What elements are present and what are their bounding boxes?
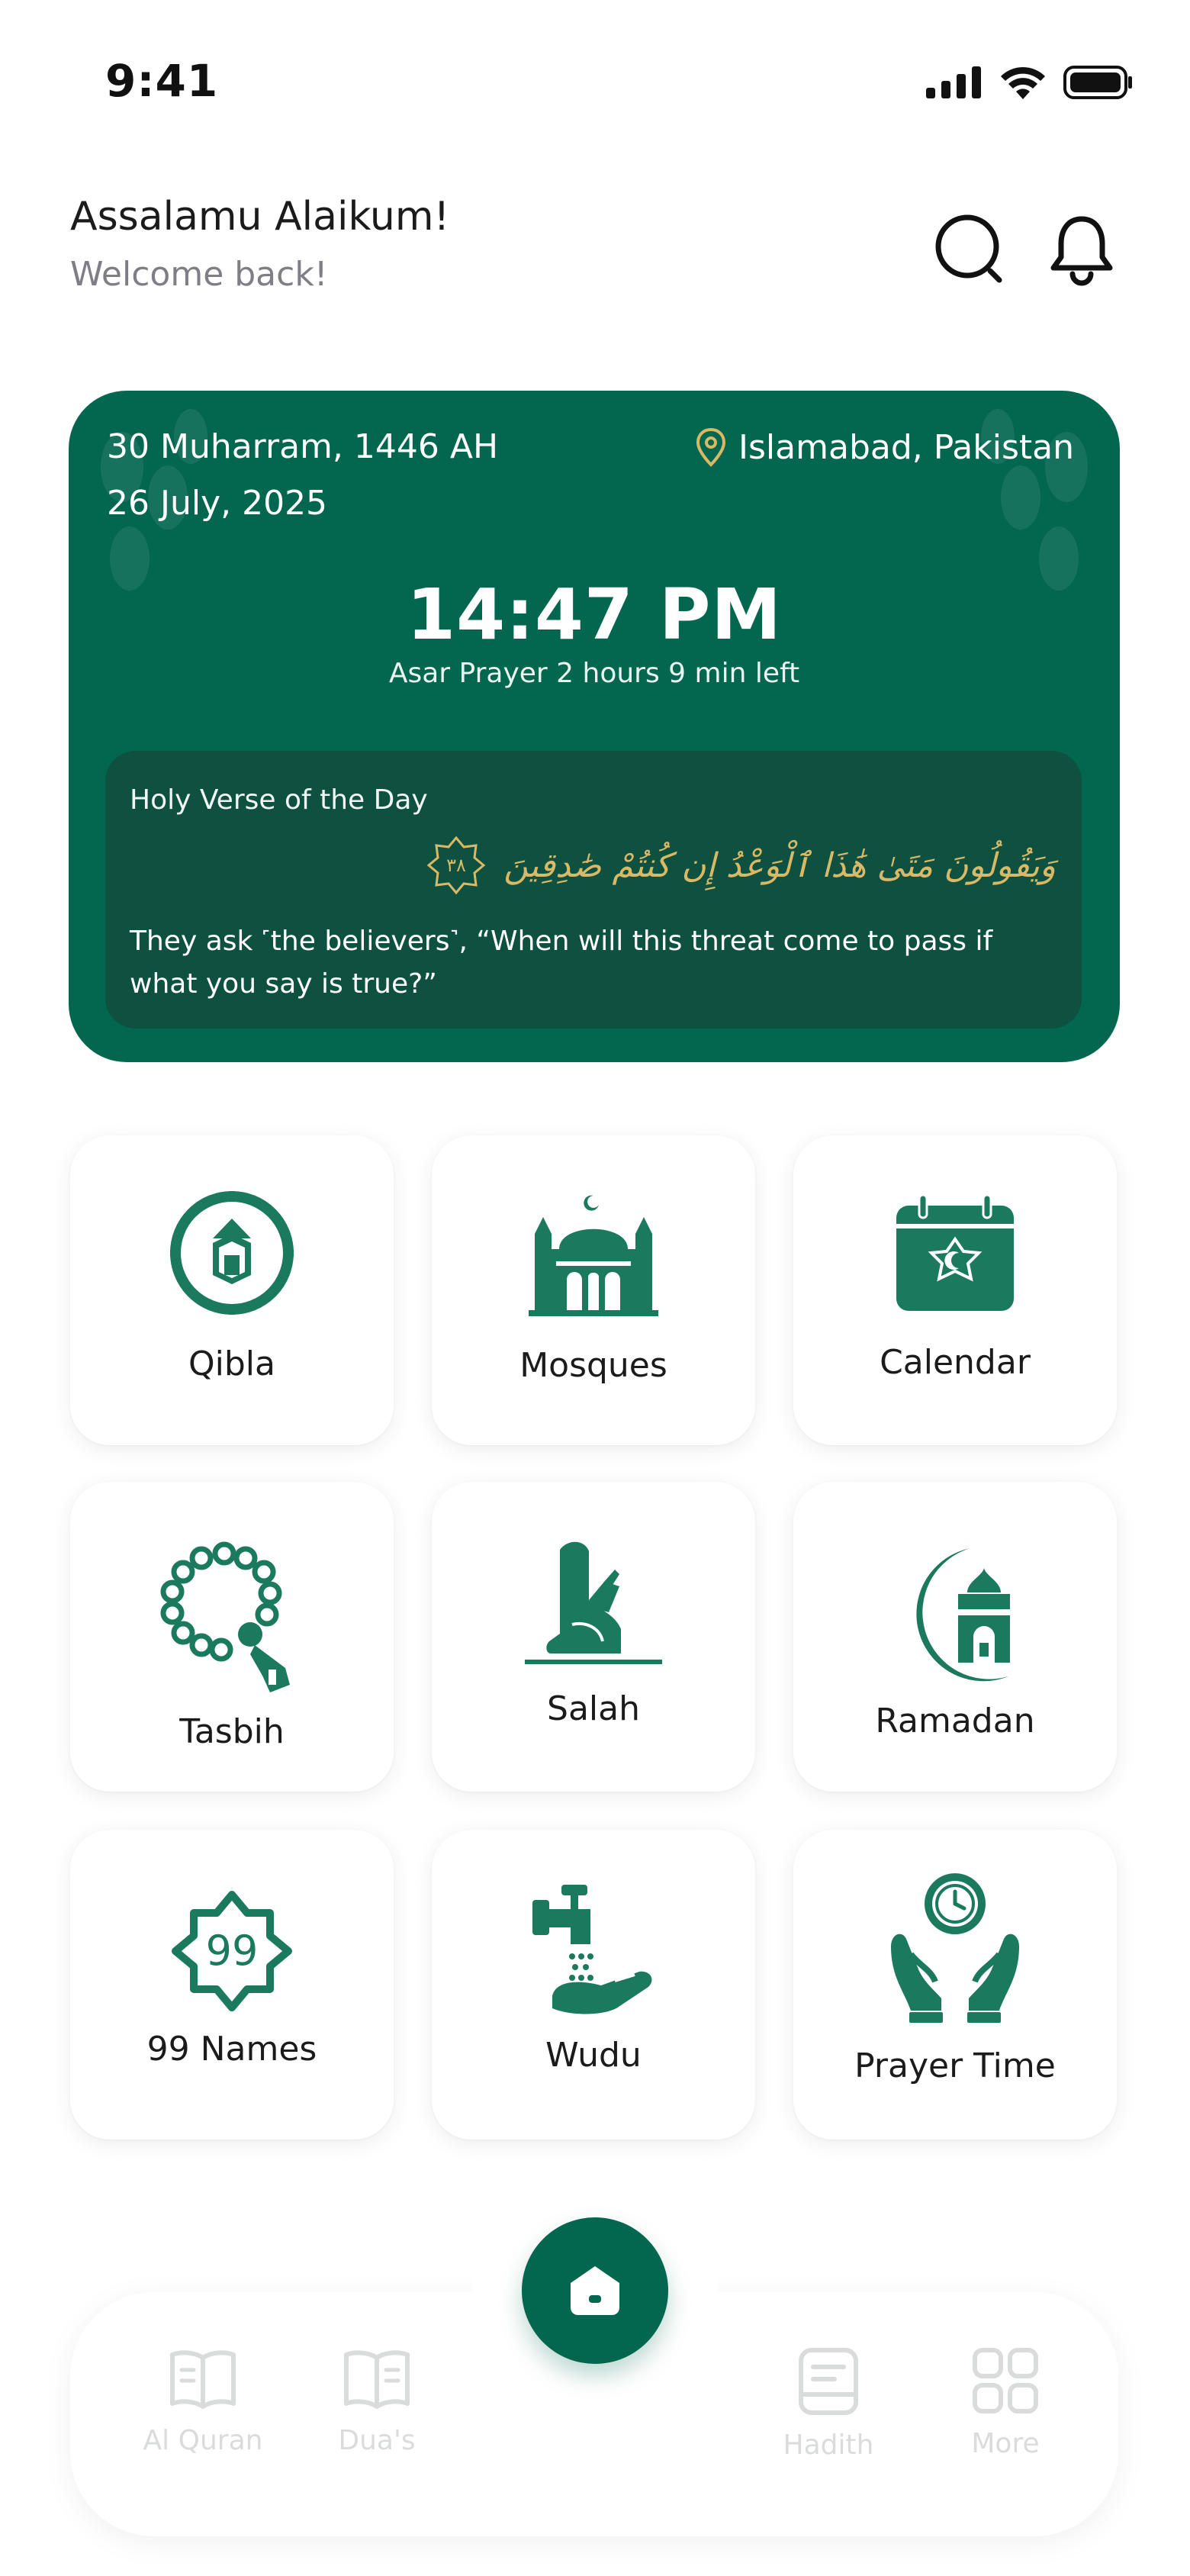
ayah-number: ٣٨ — [446, 855, 467, 876]
location-text: Islamabad, Pakistan — [738, 427, 1074, 467]
tile-label: Mosques — [519, 1346, 667, 1385]
status-icons — [926, 66, 1134, 99]
book-icon — [168, 2347, 238, 2411]
tile-ramadan[interactable] — [793, 1482, 1117, 1792]
tile-tasbih[interactable] — [70, 1482, 394, 1792]
wifi-icon — [999, 66, 1047, 99]
nav-label: Al Quran — [143, 2425, 263, 2456]
nav-item-more[interactable] — [937, 2347, 1074, 2459]
status-bar — [0, 0, 1190, 168]
home-button[interactable] — [522, 2217, 668, 2364]
tile-wudu[interactable] — [432, 1830, 755, 2140]
calendar-icon — [892, 1192, 1018, 1314]
nav-label: More — [971, 2428, 1040, 2459]
wudu-tap-icon — [525, 1882, 662, 2016]
nav-item-al-quran[interactable] — [134, 2347, 272, 2456]
tile-salah[interactable] — [432, 1482, 755, 1792]
cellular-signal-icon — [926, 66, 983, 98]
tile-label: Wudu — [545, 2036, 642, 2075]
greeting-title: Assalamu Alaikum! — [70, 194, 450, 240]
verse-label: Holy Verse of the Day — [130, 784, 428, 816]
prayer-time-icon — [888, 1870, 1022, 2026]
nav-label: Hadith — [783, 2429, 874, 2461]
salah-prayer-icon — [525, 1539, 662, 1669]
greeting-subtitle: Welcome back! — [70, 255, 328, 294]
battery-icon — [1063, 66, 1134, 99]
tile-label: Tasbih — [179, 1712, 285, 1751]
tile-prayer-time[interactable] — [793, 1830, 1117, 2140]
tile-99-names[interactable] — [70, 1830, 394, 2140]
current-time: 14:47 PM — [407, 574, 782, 655]
location[interactable] — [696, 427, 1074, 467]
svg-text:99: 99 — [205, 1927, 259, 1975]
home-icon — [564, 2260, 626, 2321]
qibla-compass-icon — [169, 1190, 295, 1316]
grid-icon — [972, 2347, 1039, 2414]
search-button[interactable] — [932, 208, 1008, 291]
tile-label: 99 Names — [146, 2030, 317, 2069]
tile-label: Salah — [547, 1689, 640, 1728]
gregorian-date: 26 July, 2025 — [107, 484, 328, 523]
nav-item-hadith[interactable] — [760, 2347, 897, 2461]
hijri-date: 30 Muharram, 1446 AH — [107, 427, 499, 466]
tile-label: Prayer Time — [854, 2046, 1056, 2085]
tile-label: Qibla — [188, 1344, 275, 1383]
next-prayer-countdown: Asar Prayer 2 hours 9 min left — [388, 658, 800, 689]
location-pin-icon — [696, 427, 726, 467]
ramadan-crescent-icon — [886, 1539, 1024, 1684]
open-book-icon — [342, 2347, 412, 2411]
nav-label: Dua's — [338, 2425, 416, 2456]
verse-translation: They ask ˹the believers˺, “When will this threat come to pass if what you say is true?” — [130, 926, 993, 1000]
nav-item-duas[interactable] — [308, 2347, 445, 2456]
status-time: 9:41 — [105, 55, 219, 107]
tile-label: Calendar — [880, 1343, 1031, 1382]
search-icon — [934, 213, 1007, 286]
verse-arabic: وَيَقُولُونَ مَتَىٰ هَٰذَا ٱلْوَعْدُ إِن كُنتُمْ صَٰدِقِينَ — [503, 845, 1056, 885]
tile-label: Ramadan — [875, 1702, 1035, 1740]
ayah-marker-icon — [426, 835, 487, 896]
bell-icon — [1049, 213, 1114, 286]
99-names-icon — [171, 1890, 293, 2012]
document-icon — [798, 2347, 859, 2416]
notifications-button[interactable] — [1044, 208, 1120, 291]
tile-qibla[interactable] — [70, 1135, 394, 1445]
prayer-info-card — [69, 391, 1120, 1062]
mosque-icon — [529, 1188, 658, 1318]
verse-of-the-day[interactable] — [105, 751, 1082, 1029]
tasbih-beads-icon — [156, 1540, 308, 1692]
tile-calendar[interactable] — [793, 1135, 1117, 1445]
tile-mosques[interactable] — [432, 1135, 755, 1445]
verse-arabic-row — [426, 835, 1056, 896]
